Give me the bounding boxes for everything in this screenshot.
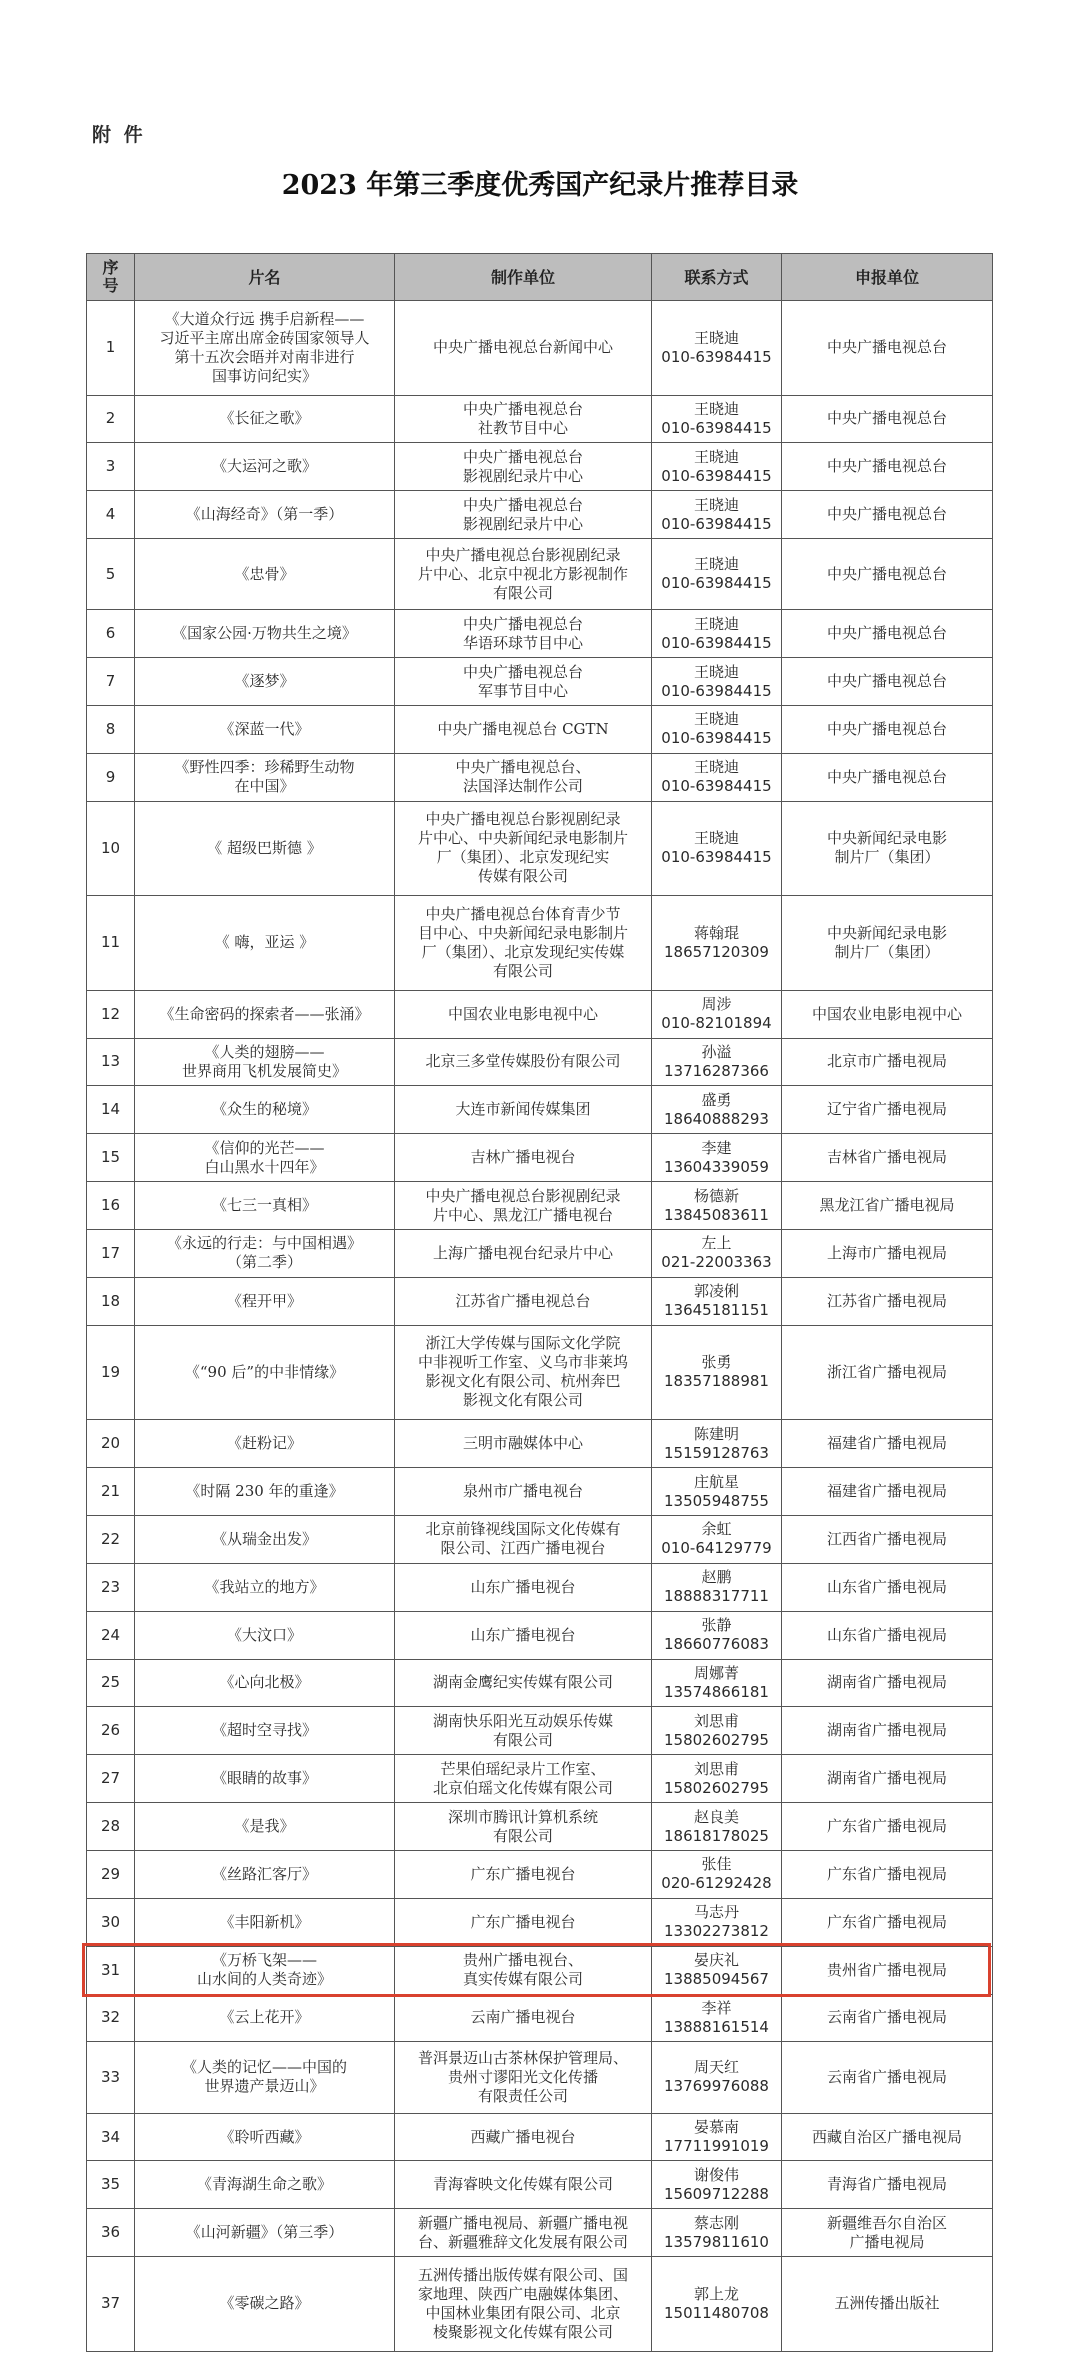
producer-unit: 中央广播电视总台影视剧纪录 片中心、北京中视北方影视制作 有限公司	[395, 539, 652, 610]
documentary-title: 《众生的秘境》	[135, 1086, 395, 1134]
header-name: 片名	[135, 254, 395, 301]
table-row	[87, 705, 993, 753]
declaring-unit: 江苏省广播电视局	[782, 1277, 993, 1325]
declaring-unit: 广东省广播电视局	[782, 1898, 993, 1946]
row-number: 15	[87, 1134, 135, 1182]
documentary-title: 《是我》	[135, 1803, 395, 1851]
producer-unit: 北京前锋视线国际文化传媒有 限公司、江西广播电视台	[395, 1515, 652, 1563]
row-number: 6	[87, 610, 135, 658]
declaring-unit: 中央广播电视总台	[782, 301, 993, 396]
contact-info: 陈建明 15159128763	[652, 1420, 782, 1468]
contact-info: 郭上龙 15011480708	[652, 2257, 782, 2352]
documentary-title: 《大汶口》	[135, 1611, 395, 1659]
documentary-title: 《国家公园·万物共生之境》	[135, 610, 395, 658]
table-row	[87, 395, 993, 443]
documentary-title: 《丝路汇客厅》	[135, 1850, 395, 1898]
producer-unit: 中央广播电视总台 CGTN	[395, 705, 652, 753]
declaring-unit: 福建省广播电视局	[782, 1420, 993, 1468]
row-number: 5	[87, 539, 135, 610]
row-number: 1	[87, 301, 135, 396]
producer-unit: 中央广播电视总台新闻中心	[395, 301, 652, 396]
documentary-title: 《信仰的光芒—— 白山黑水十四年》	[135, 1134, 395, 1182]
contact-info: 蒋翰琨 18657120309	[652, 896, 782, 991]
documentary-title: 《我站立的地方》	[135, 1563, 395, 1611]
table-row	[87, 1230, 993, 1278]
producer-unit: 普洱景迈山古茶林保护管理局、 贵州寸谬阳光文化传播 有限责任公司	[395, 2042, 652, 2113]
producer-unit: 云南广播电视台	[395, 1994, 652, 2042]
row-number: 13	[87, 1038, 135, 1086]
row-number: 31	[87, 1946, 135, 1994]
declaring-unit: 云南省广播电视局	[782, 1994, 993, 2042]
row-number: 33	[87, 2042, 135, 2113]
table-row	[87, 2113, 993, 2161]
row-number: 28	[87, 1803, 135, 1851]
producer-unit: 青海睿映文化传媒有限公司	[395, 2161, 652, 2209]
contact-info: 刘思甫 15802602795	[652, 1707, 782, 1755]
declaring-unit: 中央广播电视总台	[782, 610, 993, 658]
declaring-unit: 广东省广播电视局	[782, 1850, 993, 1898]
table-row	[87, 1420, 993, 1468]
declaring-unit: 上海市广播电视局	[782, 1230, 993, 1278]
producer-unit: 湖南快乐阳光互动娱乐传媒 有限公司	[395, 1707, 652, 1755]
producer-unit: 中央广播电视总台 华语环球节目中心	[395, 610, 652, 658]
declaring-unit: 中央广播电视总台	[782, 539, 993, 610]
contact-info: 杨德新 13845083611	[652, 1182, 782, 1230]
contact-info: 王晓迪 010-63984415	[652, 801, 782, 896]
documentary-title: 《永远的行走：与中国相遇》 （第二季）	[135, 1230, 395, 1278]
row-number: 37	[87, 2257, 135, 2352]
documentary-title: 《七三一真相》	[135, 1182, 395, 1230]
contact-info: 李建 13604339059	[652, 1134, 782, 1182]
table-row	[87, 2042, 993, 2113]
header-contact: 联系方式	[652, 254, 782, 301]
header-declarer: 申报单位	[782, 254, 993, 301]
documentary-title: 《时隔 230 年的重逢》	[135, 1468, 395, 1516]
row-number: 20	[87, 1420, 135, 1468]
contact-info: 张佳 020-61292428	[652, 1850, 782, 1898]
contact-info: 王晓迪 010-63984415	[652, 658, 782, 706]
table-row	[87, 443, 993, 491]
row-number: 29	[87, 1850, 135, 1898]
declaring-unit: 湖南省广播电视局	[782, 1755, 993, 1803]
contact-info: 王晓迪 010-63984415	[652, 539, 782, 610]
producer-unit: 中央广播电视总台体育青少节 目中心、中央新闻纪录电影制片 厂（集团）、北京发现纪实传媒 有限公司	[395, 896, 652, 991]
producer-unit: 吉林广播电视台	[395, 1134, 652, 1182]
row-number: 30	[87, 1898, 135, 1946]
producer-unit: 中央广播电视总台 军事节目中心	[395, 658, 652, 706]
table-row	[87, 1086, 993, 1134]
declaring-unit: 中央广播电视总台	[782, 491, 993, 539]
declaring-unit: 中央广播电视总台	[782, 753, 993, 801]
row-number: 36	[87, 2209, 135, 2257]
row-number: 7	[87, 658, 135, 706]
documentary-title: 《零碳之路》	[135, 2257, 395, 2352]
table-row	[87, 1611, 993, 1659]
documentary-title: 《云上花开》	[135, 1994, 395, 2042]
producer-unit: 中央广播电视总台 影视剧纪录片中心	[395, 491, 652, 539]
table-row	[87, 801, 993, 896]
document-title: 2023 年第三季度优秀国产纪录片推荐目录	[281, 170, 799, 201]
row-number: 11	[87, 896, 135, 991]
contact-info: 庄航星 13505948755	[652, 1468, 782, 1516]
producer-unit: 山东广播电视台	[395, 1611, 652, 1659]
documentary-title: 《山河新疆》（第三季）	[135, 2209, 395, 2257]
declaring-unit: 吉林省广播电视局	[782, 1134, 993, 1182]
contact-info: 张静 18660776083	[652, 1611, 782, 1659]
producer-unit: 中央广播电视总台 社教节目中心	[395, 395, 652, 443]
producer-unit: 中央广播电视总台影视剧纪录 片中心、黑龙江广播电视台	[395, 1182, 652, 1230]
row-number: 27	[87, 1755, 135, 1803]
contact-info: 王晓迪 010-63984415	[652, 610, 782, 658]
table-row	[87, 2257, 993, 2352]
producer-unit: 山东广播电视台	[395, 1563, 652, 1611]
contact-info: 晏庆礼 13885094567	[652, 1946, 782, 1994]
producer-unit: 芒果伯瑶纪录片工作室、 北京伯瑶文化传媒有限公司	[395, 1755, 652, 1803]
producer-unit: 广东广播电视台	[395, 1898, 652, 1946]
documentary-title: 《超时空寻找》	[135, 1707, 395, 1755]
table-row	[87, 1038, 993, 1086]
declaring-unit: 北京市广播电视局	[782, 1038, 993, 1086]
declaring-unit: 新疆维吾尔自治区 广播电视局	[782, 2209, 993, 2257]
contact-info: 王晓迪 010-63984415	[652, 395, 782, 443]
table-row	[87, 1325, 993, 1420]
table-row	[87, 1707, 993, 1755]
table-row	[87, 491, 993, 539]
row-number: 18	[87, 1277, 135, 1325]
contact-info: 赵鹏 18888317711	[652, 1563, 782, 1611]
documentary-title: 《山海经奇》（第一季）	[135, 491, 395, 539]
documentary-title: 《长征之歌》	[135, 395, 395, 443]
row-number: 10	[87, 801, 135, 896]
documentary-title: 《生命密码的探索者——张涌》	[135, 990, 395, 1038]
row-number: 32	[87, 1994, 135, 2042]
producer-unit: 中央广播电视总台 影视剧纪录片中心	[395, 443, 652, 491]
contact-info: 左上 021-22003363	[652, 1230, 782, 1278]
contact-info: 余虹 010-64129779	[652, 1515, 782, 1563]
documentary-title: 《赶粉记》	[135, 1420, 395, 1468]
producer-unit: 五洲传播出版传媒有限公司、国 家地理、陕西广电融媒体集团、 中国林业集团有限公司、北京 棱聚影视文化传媒有限公司	[395, 2257, 652, 2352]
producer-unit: 三明市融媒体中心	[395, 1420, 652, 1468]
table-row	[87, 658, 993, 706]
table-row	[87, 1850, 993, 1898]
row-number: 34	[87, 2113, 135, 2161]
declaring-unit: 云南省广播电视局	[782, 2042, 993, 2113]
documentary-title: 《大运河之歌》	[135, 443, 395, 491]
table-row	[87, 2209, 993, 2257]
documentary-title: 《大道众行远 携手启新程—— 习近平主席出席金砖国家领导人 第十五次会晤并对南非进行 国事访问纪实》	[135, 301, 395, 396]
table-row	[87, 2161, 993, 2209]
declaring-unit: 贵州省广播电视局	[782, 1946, 993, 1994]
documentary-table	[86, 253, 993, 2352]
table-row	[87, 1803, 993, 1851]
table-row	[87, 1515, 993, 1563]
row-number: 9	[87, 753, 135, 801]
row-number: 24	[87, 1611, 135, 1659]
declaring-unit: 湖南省广播电视局	[782, 1659, 993, 1707]
documentary-title: 《 嗨，亚运 》	[135, 896, 395, 991]
declaring-unit: 青海省广播电视局	[782, 2161, 993, 2209]
contact-info: 周天红 13769976088	[652, 2042, 782, 2113]
table-row	[87, 1468, 993, 1516]
row-number: 23	[87, 1563, 135, 1611]
producer-unit: 上海广播电视台纪录片中心	[395, 1230, 652, 1278]
table-row	[87, 1946, 993, 1994]
declaring-unit: 江西省广播电视局	[782, 1515, 993, 1563]
declaring-unit: 五洲传播出版社	[782, 2257, 993, 2352]
documentary-title: 《“90 后”的中非情缘》	[135, 1325, 395, 1420]
table-row	[87, 753, 993, 801]
row-number: 17	[87, 1230, 135, 1278]
contact-info: 王晓迪 010-63984415	[652, 491, 782, 539]
declaring-unit: 西藏自治区广播电视局	[782, 2113, 993, 2161]
contact-info: 王晓迪 010-63984415	[652, 301, 782, 396]
header-no: 序 号	[87, 254, 135, 301]
contact-info: 孙溢 13716287366	[652, 1038, 782, 1086]
contact-info: 谢俊伟 15609712288	[652, 2161, 782, 2209]
documentary-title: 《眼睛的故事》	[135, 1755, 395, 1803]
row-number: 4	[87, 491, 135, 539]
contact-info: 郭凌俐 13645181151	[652, 1277, 782, 1325]
table-row	[87, 539, 993, 610]
documentary-title: 《逐梦》	[135, 658, 395, 706]
contact-info: 盛勇 18640888293	[652, 1086, 782, 1134]
contact-info: 李祥 13888161514	[652, 1994, 782, 2042]
contact-info: 张勇 18357188981	[652, 1325, 782, 1420]
documentary-title: 《 超级巴斯德 》	[135, 801, 395, 896]
declaring-unit: 中国农业电影电视中心	[782, 990, 993, 1038]
row-number: 3	[87, 443, 135, 491]
producer-unit: 深圳市腾讯计算机系统 有限公司	[395, 1803, 652, 1851]
documentary-title: 《程开甲》	[135, 1277, 395, 1325]
documentary-title: 《人类的记忆——中国的 世界遗产景迈山》	[135, 2042, 395, 2113]
table-row	[87, 1182, 993, 1230]
table-header-row	[87, 254, 993, 301]
documentary-title: 《心向北极》	[135, 1659, 395, 1707]
contact-info: 王晓迪 010-63984415	[652, 443, 782, 491]
row-number: 12	[87, 990, 135, 1038]
producer-unit: 大连市新闻传媒集团	[395, 1086, 652, 1134]
table-row	[87, 1659, 993, 1707]
declaring-unit: 中央新闻纪录电影 制片厂（集团）	[782, 801, 993, 896]
row-number: 8	[87, 705, 135, 753]
table-row	[87, 990, 993, 1038]
row-number: 21	[87, 1468, 135, 1516]
documentary-title: 《从瑞金出发》	[135, 1515, 395, 1563]
documentary-title: 《人类的翅膀—— 世界商用飞机发展简史》	[135, 1038, 395, 1086]
producer-unit: 西藏广播电视台	[395, 2113, 652, 2161]
header-producer: 制作单位	[395, 254, 652, 301]
documentary-title: 《丰阳新机》	[135, 1898, 395, 1946]
table-row	[87, 1277, 993, 1325]
producer-unit: 湖南金鹰纪实传媒有限公司	[395, 1659, 652, 1707]
row-number: 2	[87, 395, 135, 443]
producer-unit: 浙江大学传媒与国际文化学院 中非视听工作室、义乌市非莱坞 影视文化有限公司、杭州奔巴 影视文化有限公司	[395, 1325, 652, 1420]
documentary-title: 《青海湖生命之歌》	[135, 2161, 395, 2209]
table-row	[87, 1755, 993, 1803]
contact-info: 王晓迪 010-63984415	[652, 705, 782, 753]
producer-unit: 江苏省广播电视总台	[395, 1277, 652, 1325]
documentary-title: 《忠骨》	[135, 539, 395, 610]
row-number: 19	[87, 1325, 135, 1420]
documentary-title: 《深蓝一代》	[135, 705, 395, 753]
declaring-unit: 山东省广播电视局	[782, 1611, 993, 1659]
producer-unit: 广东广播电视台	[395, 1850, 652, 1898]
declaring-unit: 福建省广播电视局	[782, 1468, 993, 1516]
row-number: 16	[87, 1182, 135, 1230]
documentary-title: 《野性四季：珍稀野生动物 在中国》	[135, 753, 395, 801]
row-number: 25	[87, 1659, 135, 1707]
attachment-label: 附 件	[92, 124, 146, 146]
table-row	[87, 1994, 993, 2042]
contact-info: 晏慕南 17711991019	[652, 2113, 782, 2161]
contact-info: 王晓迪 010-63984415	[652, 753, 782, 801]
producer-unit: 北京三多堂传媒股份有限公司	[395, 1038, 652, 1086]
contact-info: 周涉 010-82101894	[652, 990, 782, 1038]
table-row	[87, 896, 993, 991]
declaring-unit: 中央广播电视总台	[782, 658, 993, 706]
contact-info: 蔡志刚 13579811610	[652, 2209, 782, 2257]
table-row	[87, 301, 993, 396]
documentary-title: 《聆听西藏》	[135, 2113, 395, 2161]
table-row	[87, 1134, 993, 1182]
producer-unit: 新疆广播电视局、新疆广播电视 台、新疆雅辞文化发展有限公司	[395, 2209, 652, 2257]
declaring-unit: 辽宁省广播电视局	[782, 1086, 993, 1134]
declaring-unit: 中央广播电视总台	[782, 443, 993, 491]
contact-info: 刘思甫 15802602795	[652, 1755, 782, 1803]
declaring-unit: 广东省广播电视局	[782, 1803, 993, 1851]
row-number: 22	[87, 1515, 135, 1563]
declaring-unit: 中央广播电视总台	[782, 705, 993, 753]
producer-unit: 贵州广播电视台、 真实传媒有限公司	[395, 1946, 652, 1994]
contact-info: 周娜菁 13574866181	[652, 1659, 782, 1707]
contact-info: 马志丹 13302273812	[652, 1898, 782, 1946]
producer-unit: 中央广播电视总台、 法国泽达制作公司	[395, 753, 652, 801]
row-number: 35	[87, 2161, 135, 2209]
row-number: 26	[87, 1707, 135, 1755]
documentary-title: 《万桥飞架—— 山水间的人类奇迹》	[135, 1946, 395, 1994]
declaring-unit: 黑龙江省广播电视局	[782, 1182, 993, 1230]
table-row	[87, 1898, 993, 1946]
contact-info: 赵良美 18618178025	[652, 1803, 782, 1851]
declaring-unit: 中央新闻纪录电影 制片厂（集团）	[782, 896, 993, 991]
producer-unit: 泉州市广播电视台	[395, 1468, 652, 1516]
row-number: 14	[87, 1086, 135, 1134]
declaring-unit: 中央广播电视总台	[782, 395, 993, 443]
declaring-unit: 浙江省广播电视局	[782, 1325, 993, 1420]
producer-unit: 中央广播电视总台影视剧纪录 片中心、中央新闻纪录电影制片 厂（集团）、北京发现纪实 传媒有限公司	[395, 801, 652, 896]
table-row	[87, 1563, 993, 1611]
table-row	[87, 610, 993, 658]
producer-unit: 中国农业电影电视中心	[395, 990, 652, 1038]
declaring-unit: 山东省广播电视局	[782, 1563, 993, 1611]
declaring-unit: 湖南省广播电视局	[782, 1707, 993, 1755]
